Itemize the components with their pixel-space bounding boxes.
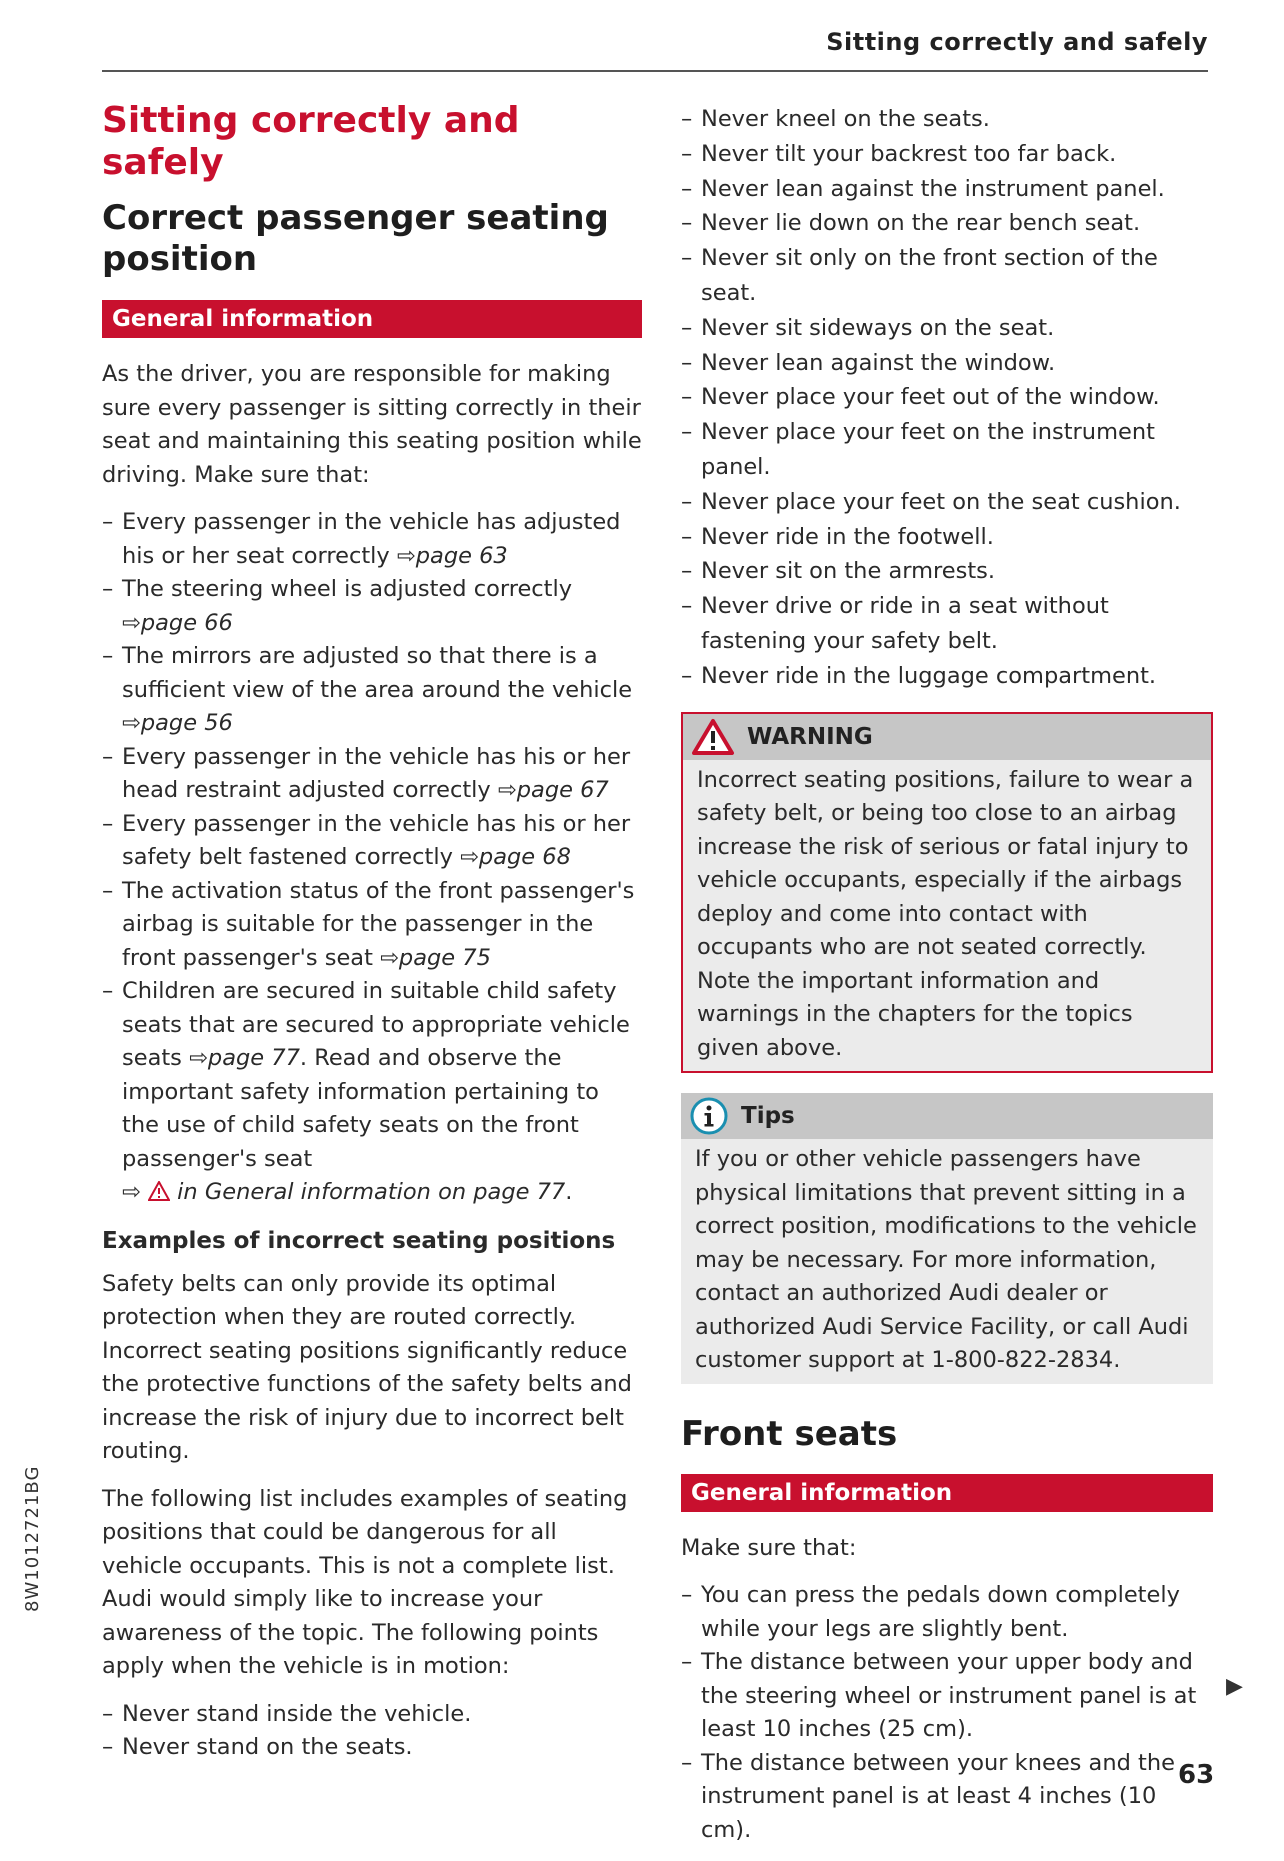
arrow-right-icon: ⇨ bbox=[122, 710, 141, 736]
list-item: – Never place your feet on the instrument panel. bbox=[681, 415, 1213, 485]
intro-paragraph: As the driver, you are responsible for making sure every passenger is sitting correctly in their seat and maintaining this seating position while driving. Make sure that: bbox=[102, 361, 642, 488]
list-item: – Never place your feet on the seat cushion. bbox=[681, 485, 1213, 520]
page-reference[interactable]: ⇨page 67 bbox=[497, 777, 609, 803]
page-reference[interactable]: ⇨page 75 bbox=[380, 944, 491, 971]
warning-triangle-icon bbox=[691, 718, 735, 756]
list-item: – Never lean against the window. bbox=[681, 346, 1213, 381]
list-item: – Children are secured in suitable child safety seats that are secured to appropriate vehicle seats ⇨page 77. Read and observe the important safety information pertaining to the use of child safety seats on the front passenger's seat ⇨ in General information on page 77. bbox=[102, 975, 642, 1210]
running-header: Sitting correctly and safely bbox=[102, 28, 1208, 72]
arrow-right-icon: ⇨ bbox=[189, 1045, 208, 1071]
right-column bbox=[681, 102, 1213, 1861]
front-seats-title: Front seats bbox=[681, 1413, 898, 1454]
list-item: – The mirrors are adjusted so that there is a sufficient view of the area around the vehicle ⇨page 56 bbox=[102, 640, 642, 741]
warning-label: WARNING bbox=[747, 723, 873, 750]
list-item: – Every passenger in the vehicle has adjusted his or her seat correctly ⇨page 63 bbox=[102, 506, 642, 573]
tips-label: Tips bbox=[741, 1103, 795, 1130]
arrow-right-icon: ⇨ bbox=[122, 609, 141, 636]
front-seats-info-bar: General information bbox=[681, 1474, 1213, 1512]
tips-header bbox=[681, 1093, 1213, 1139]
chapter-title: Sitting correctly and safely bbox=[102, 100, 520, 183]
list-item: – Every passenger in the vehicle has his or her safety belt fastened correctly ⇨page 68 bbox=[102, 808, 642, 875]
examples-paragraph-2: The following list includes examples of seating positions that could be dangerous for all vehicle occupants. This is not a complete list. Audi would simply like to increase your awareness of the topic. The following points apply when the vehicle is in motion: bbox=[102, 1485, 628, 1679]
tips-text: If you or other vehicle passengers have physical limitations that prevent sitting in a correct position, modifications to the vehicle may be necessary. For more information, contact an authorized Audi dealer or authorized Audi Service Facility, or call Audi customer support at 1-800-822-2834. bbox=[695, 1146, 1197, 1374]
page-reference[interactable]: ⇨page 68 bbox=[460, 844, 571, 870]
page-reference[interactable]: ⇨page 56 bbox=[122, 710, 233, 736]
list-item: – Never lie down on the rear bench seat. bbox=[681, 206, 1213, 241]
list-item: – Never place your feet out of the window. bbox=[681, 380, 1213, 415]
arrow-right-icon: ⇨ bbox=[122, 1179, 141, 1205]
page-number: 63 bbox=[1178, 1760, 1215, 1790]
list-item: – Never sit sideways on the seat. bbox=[681, 311, 1213, 346]
list-item: – The activation status of the front passenger's airbag is suitable for the passenger in the front passenger's seat ⇨page 75 bbox=[102, 875, 642, 976]
front-seats-intro: Make sure that: bbox=[681, 1534, 857, 1561]
checklist bbox=[102, 506, 642, 1210]
continue-arrow-icon: ▶ bbox=[1226, 1674, 1243, 1699]
left-column bbox=[102, 100, 642, 1779]
list-item: – Every passenger in the vehicle has his or her head restraint adjusted correctly ⇨page 67 bbox=[102, 741, 642, 808]
examples-heading: Examples of incorrect seating positions bbox=[102, 1227, 616, 1254]
list-item: – You can press the pedals down completely while your legs are slightly bent. bbox=[681, 1579, 1213, 1646]
general-info-bar: General information bbox=[102, 300, 642, 338]
warning-box bbox=[681, 712, 1213, 1074]
never-list-part-1 bbox=[102, 1698, 642, 1765]
list-item: – The distance between your upper body and the steering wheel or instrument panel is at least 10 inches (25 cm). bbox=[681, 1646, 1213, 1747]
warning-reference[interactable]: ⇨ in General information on page 77 bbox=[122, 1179, 566, 1205]
page-reference[interactable]: ⇨page 63 bbox=[396, 542, 508, 569]
list-item: – Never tilt your backrest too far back. bbox=[681, 137, 1213, 172]
warning-header bbox=[683, 714, 1211, 760]
list-item: – Never stand on the seats. bbox=[102, 1731, 642, 1765]
tips-box bbox=[681, 1093, 1213, 1384]
examples-paragraph-1: Safety belts can only provide its optimal protection when they are routed correctly. Incorrect seating positions significantly reduce the protective functions of the safety belts and increase the risk of injury due to incorrect belt routing. bbox=[102, 1270, 632, 1464]
warning-triangle-icon bbox=[148, 1181, 170, 1201]
document-code: 8W1012721BG bbox=[22, 1465, 43, 1612]
page-reference[interactable]: ⇨page 66 bbox=[122, 609, 233, 636]
front-seats-list bbox=[681, 1579, 1213, 1847]
list-item: – The distance between your knees and the instrument panel is at least 4 inches (10 cm). bbox=[681, 1747, 1213, 1848]
never-list-part-2 bbox=[681, 102, 1213, 694]
arrow-right-icon: ⇨ bbox=[460, 844, 479, 870]
info-icon bbox=[689, 1096, 729, 1136]
page-reference[interactable]: ⇨page 77 bbox=[189, 1045, 300, 1071]
list-item: – Never sit on the armrests. bbox=[681, 554, 1213, 589]
arrow-right-icon: ⇨ bbox=[497, 777, 517, 803]
list-item: – Never stand inside the vehicle. bbox=[102, 1698, 642, 1732]
arrow-right-icon: ⇨ bbox=[396, 542, 416, 569]
list-item: – Never drive or ride in a seat without fastening your safety belt. bbox=[681, 589, 1213, 659]
list-item: – Never ride in the footwell. bbox=[681, 520, 1213, 555]
list-item: – Never sit only on the front section of the seat. bbox=[681, 241, 1213, 311]
list-item: – Never ride in the luggage compartment. bbox=[681, 659, 1213, 694]
list-item: – Never kneel on the seats. bbox=[681, 102, 1213, 137]
list-item: – The steering wheel is adjusted correctly ⇨page 66 bbox=[102, 573, 642, 640]
list-item: – Never lean against the instrument panel. bbox=[681, 172, 1213, 207]
warning-text: Incorrect seating positions, failure to wear a safety belt, or being too close to an airbag increase the risk of serious or fatal injury to vehicle occupants, especially if the airbags deploy and come into contact with occupants who are not seated correctly. Note the important information and warnings in the chapters for the topics given above. bbox=[697, 766, 1194, 1061]
arrow-right-icon: ⇨ bbox=[380, 944, 399, 971]
section-title: Correct passenger seating position bbox=[102, 198, 609, 279]
